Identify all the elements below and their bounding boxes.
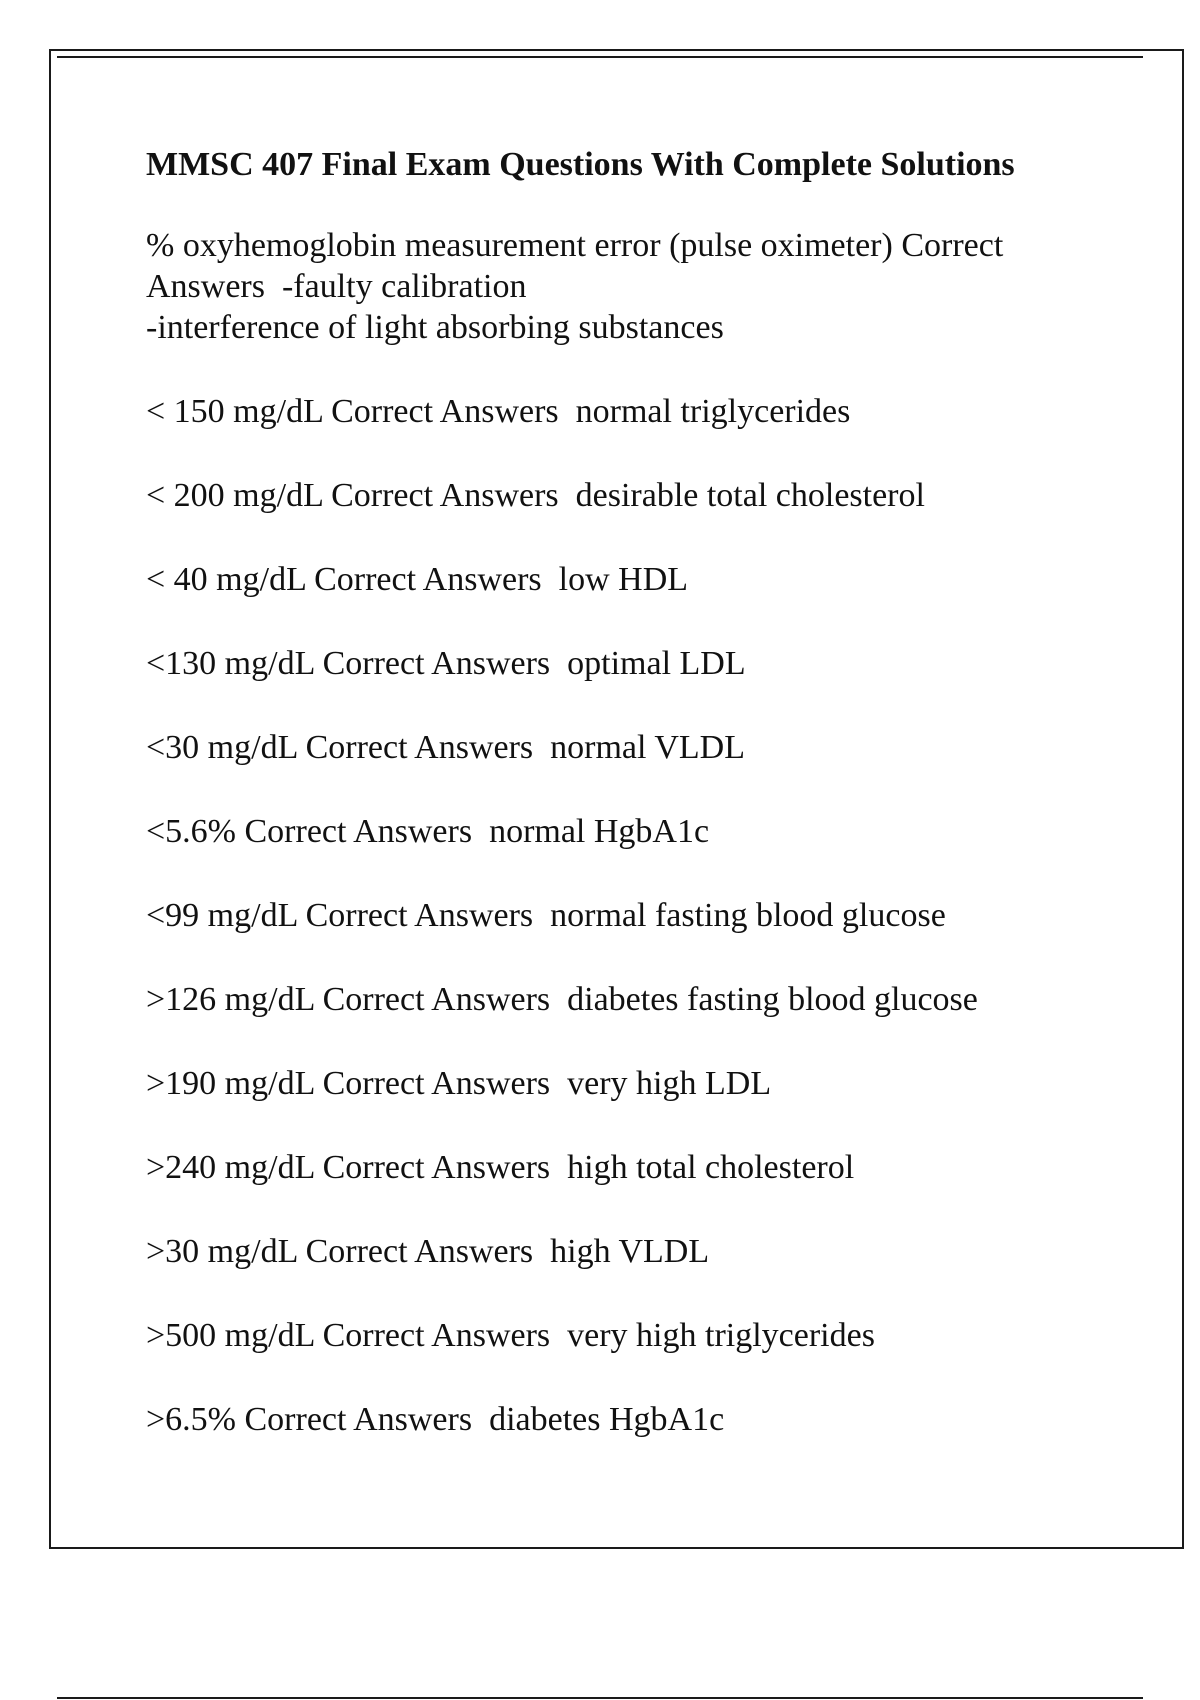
answer-text: high VLDL (550, 1233, 710, 1270)
qa-entry (146, 1231, 1106, 1272)
answer-label: Correct Answers (305, 1233, 534, 1270)
answer-text: low HDL (558, 561, 689, 598)
answer-text: diabetes HgbA1c (489, 1401, 725, 1438)
answer-label: Correct Answers (322, 645, 551, 682)
answer-text: normal HgbA1c (489, 813, 710, 850)
question-text: <30 mg/dL (146, 729, 298, 766)
answer-label: Correct Answers (322, 1317, 551, 1354)
answer-text: normal fasting blood glucose (550, 897, 946, 934)
answer-label: Correct Answers (331, 477, 559, 514)
answer-label: Correct Answers (305, 729, 534, 766)
document-body (146, 143, 1106, 1483)
qa-entry (146, 811, 1106, 852)
answer-text: very high LDL (567, 1065, 772, 1102)
qa-entry (146, 1315, 1106, 1356)
qa-entry (146, 727, 1106, 768)
qa-entry (146, 979, 1106, 1020)
answer-label: Correct Answers (305, 897, 534, 934)
answer-text: optimal LDL (567, 645, 746, 682)
qa-entry (146, 1147, 1106, 1188)
question-text: >6.5% (146, 1401, 236, 1438)
qa-entry (146, 895, 1106, 936)
question-text: < 150 mg/dL (146, 393, 323, 430)
qa-entry (146, 643, 1106, 684)
answer-label: Correct Answers (331, 393, 559, 430)
answer-text: very high triglycerides (567, 1317, 875, 1354)
question-text: >190 mg/dL (146, 1065, 315, 1102)
answer-label: Correct Answers (322, 1149, 551, 1186)
header-rule (57, 56, 1143, 58)
question-text: < 40 mg/dL (146, 561, 306, 598)
answer-text: normal VLDL (550, 729, 745, 766)
answer-label: Correct Answers (322, 981, 551, 1018)
answer-label: Correct Answers (244, 813, 473, 850)
question-text: >30 mg/dL (146, 1233, 298, 1270)
question-text: >240 mg/dL (146, 1149, 315, 1186)
question-text: < 200 mg/dL (146, 477, 323, 514)
answer-text: desirable total cholesterol (575, 477, 925, 514)
question-text: <99 mg/dL (146, 897, 298, 934)
answer-label: Correct Answers (314, 561, 542, 598)
qa-entry (146, 1399, 1106, 1440)
question-text: >126 mg/dL (146, 981, 315, 1018)
answer-text: high total cholesterol (567, 1149, 855, 1186)
answer-text: -faulty calibration -interference of light absorbing substances (146, 268, 724, 346)
qa-entry (146, 475, 1106, 516)
qa-entry (146, 559, 1106, 600)
document-title: MMSC 407 Final Exam Questions With Complete Solutions (146, 146, 1015, 183)
qa-entry (146, 1063, 1106, 1104)
answer-label: Correct Answers (146, 227, 1010, 305)
question-text: <5.6% (146, 813, 236, 850)
qa-entry (146, 391, 1106, 432)
qa-entry (146, 225, 1106, 348)
answer-label: Correct Answers (322, 1065, 551, 1102)
answer-text: normal triglycerides (575, 393, 851, 430)
question-text: >500 mg/dL (146, 1317, 315, 1354)
answer-label: Correct Answers (244, 1401, 473, 1438)
question-text: <130 mg/dL (146, 645, 315, 682)
answer-text: diabetes fasting blood glucose (567, 981, 978, 1018)
footer-rule (57, 1697, 1143, 1699)
question-text: % oxyhemoglobin measurement error (pulse oximeter) (146, 227, 893, 264)
